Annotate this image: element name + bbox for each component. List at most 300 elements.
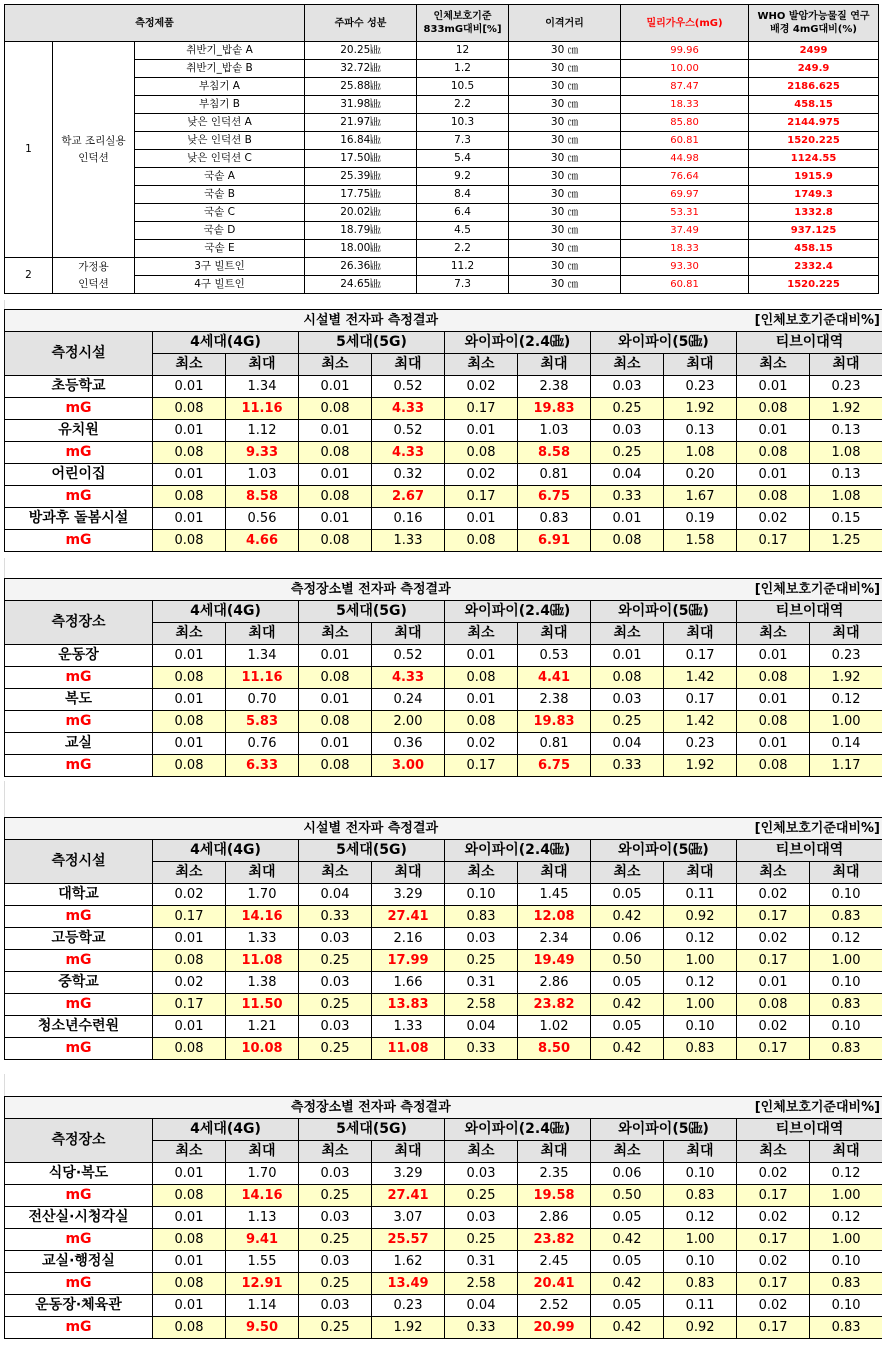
milligauss-value: 93.30 bbox=[621, 258, 749, 276]
value-cell: 19.83 bbox=[518, 398, 591, 420]
value-cell: 4.33 bbox=[372, 442, 445, 464]
results-title: 시설별 전자파 측정결과 bbox=[5, 310, 737, 332]
value-cell: 0.52 bbox=[372, 420, 445, 442]
value-cell: 0.16 bbox=[372, 508, 445, 530]
value-cell: 1.33 bbox=[372, 530, 445, 552]
product-row bbox=[5, 42, 879, 60]
frequency-value: 31.98㎑ bbox=[305, 96, 417, 114]
row-label: mG bbox=[5, 1273, 153, 1295]
mg-row bbox=[5, 667, 882, 689]
band-header: 5세대(5G) bbox=[299, 1119, 445, 1141]
distance-value: 30 ㎝ bbox=[509, 96, 621, 114]
product-row bbox=[5, 96, 879, 114]
results-title-row bbox=[5, 579, 882, 601]
product-row bbox=[5, 78, 879, 96]
product-row bbox=[5, 132, 879, 150]
band-header: 4세대(4G) bbox=[153, 601, 299, 623]
band-header: 와이파이(2.4㎓) bbox=[445, 601, 591, 623]
value-cell: 0.10 bbox=[810, 1016, 882, 1038]
max-label: 최대 bbox=[226, 1141, 299, 1163]
who-percent: 2332.4 bbox=[749, 258, 879, 276]
min-label: 최소 bbox=[737, 1141, 810, 1163]
value-cell: 0.01 bbox=[445, 420, 518, 442]
value-cell: 0.83 bbox=[445, 906, 518, 928]
value-cell: 0.25 bbox=[445, 1229, 518, 1251]
header-who bbox=[749, 5, 879, 42]
frequency-value: 25.88㎑ bbox=[305, 78, 417, 96]
frequency-value: 24.65㎑ bbox=[305, 276, 417, 294]
value-cell: 1.92 bbox=[810, 398, 882, 420]
row-label: mG bbox=[5, 950, 153, 972]
value-cell: 0.25 bbox=[591, 398, 664, 420]
percent-row bbox=[5, 464, 882, 486]
value-cell: 1.92 bbox=[664, 398, 737, 420]
percent-row bbox=[5, 420, 882, 442]
value-cell: 2.38 bbox=[518, 689, 591, 711]
value-cell: 2.67 bbox=[372, 486, 445, 508]
results-title-row bbox=[5, 818, 882, 840]
who-percent: 458.15 bbox=[749, 240, 879, 258]
group-number: 1 bbox=[5, 42, 53, 258]
value-cell: 0.08 bbox=[153, 1229, 226, 1251]
product-name: 3구 빌트인 bbox=[135, 258, 305, 276]
row-label: 교실 bbox=[5, 733, 153, 755]
milligauss-value: 99.96 bbox=[621, 42, 749, 60]
product-table-body bbox=[5, 5, 879, 294]
value-cell: 0.33 bbox=[591, 486, 664, 508]
value-cell: 0.01 bbox=[299, 689, 372, 711]
who-percent: 1520.225 bbox=[749, 132, 879, 150]
value-cell: 1.92 bbox=[372, 1317, 445, 1339]
value-cell: 0.14 bbox=[810, 733, 882, 755]
value-cell: 0.03 bbox=[445, 928, 518, 950]
header-who-line1: WHO 발암가능물질 연구 bbox=[757, 11, 870, 22]
value-cell: 0.04 bbox=[445, 1295, 518, 1317]
row-label: mG bbox=[5, 1038, 153, 1060]
value-cell: 25.57 bbox=[372, 1229, 445, 1251]
standard-percent: 2.2 bbox=[417, 240, 509, 258]
value-cell: 0.08 bbox=[153, 1185, 226, 1207]
percent-row bbox=[5, 733, 882, 755]
value-cell: 1.38 bbox=[226, 972, 299, 994]
value-cell: 0.33 bbox=[299, 906, 372, 928]
value-cell: 0.25 bbox=[445, 1185, 518, 1207]
milligauss-value: 53.31 bbox=[621, 204, 749, 222]
percent-row bbox=[5, 1016, 882, 1038]
value-cell: 1.02 bbox=[518, 1016, 591, 1038]
band-header: 와이파이(5㎓) bbox=[591, 332, 737, 354]
results-band-row bbox=[5, 1119, 882, 1141]
row-label: mG bbox=[5, 1317, 153, 1339]
min-label: 최소 bbox=[445, 1141, 518, 1163]
value-cell: 0.25 bbox=[299, 1273, 372, 1295]
value-cell: 0.17 bbox=[153, 994, 226, 1016]
value-cell: 0.12 bbox=[664, 1207, 737, 1229]
value-cell: 1.00 bbox=[810, 1185, 882, 1207]
standard-percent: 6.4 bbox=[417, 204, 509, 222]
value-cell: 0.04 bbox=[591, 464, 664, 486]
product-row bbox=[5, 114, 879, 132]
row-label: mG bbox=[5, 486, 153, 508]
facility-results-table-2 bbox=[4, 817, 882, 1060]
row-label: 대학교 bbox=[5, 884, 153, 906]
min-label: 최소 bbox=[445, 623, 518, 645]
standard-percent: 4.5 bbox=[417, 222, 509, 240]
value-cell: 14.16 bbox=[226, 906, 299, 928]
value-cell: 0.83 bbox=[810, 1273, 882, 1295]
value-cell: 1.34 bbox=[226, 376, 299, 398]
value-cell: 0.01 bbox=[445, 508, 518, 530]
min-label: 최소 bbox=[591, 623, 664, 645]
value-cell: 0.12 bbox=[664, 928, 737, 950]
results-band-row bbox=[5, 332, 882, 354]
product-row bbox=[5, 276, 879, 294]
standard-percent: 9.2 bbox=[417, 168, 509, 186]
band-header: 4세대(4G) bbox=[153, 1119, 299, 1141]
value-cell: 0.53 bbox=[518, 645, 591, 667]
value-cell: 0.02 bbox=[153, 972, 226, 994]
value-cell: 1.08 bbox=[810, 486, 882, 508]
percent-row bbox=[5, 376, 882, 398]
max-label: 최대 bbox=[518, 354, 591, 376]
value-cell: 0.17 bbox=[737, 1038, 810, 1060]
milligauss-value: 18.33 bbox=[621, 96, 749, 114]
who-percent: 1332.8 bbox=[749, 204, 879, 222]
value-cell: 0.42 bbox=[591, 994, 664, 1016]
value-cell: 0.31 bbox=[445, 972, 518, 994]
value-cell: 2.58 bbox=[445, 994, 518, 1016]
row-label: 중학교 bbox=[5, 972, 153, 994]
value-cell: 0.01 bbox=[591, 508, 664, 530]
value-cell: 0.17 bbox=[664, 645, 737, 667]
max-label: 최대 bbox=[372, 1141, 445, 1163]
max-label: 최대 bbox=[810, 1141, 882, 1163]
value-cell: 9.50 bbox=[226, 1317, 299, 1339]
value-cell: 1.58 bbox=[664, 530, 737, 552]
value-cell: 13.49 bbox=[372, 1273, 445, 1295]
value-cell: 0.02 bbox=[445, 733, 518, 755]
value-cell: 0.01 bbox=[153, 733, 226, 755]
band-header: 4세대(4G) bbox=[153, 840, 299, 862]
value-cell: 1.08 bbox=[810, 442, 882, 464]
max-label: 최대 bbox=[518, 1141, 591, 1163]
header-standard-line2: 833mG대비[%] bbox=[423, 24, 502, 35]
value-cell: 2.86 bbox=[518, 1207, 591, 1229]
header-frequency: 주파수 성분 bbox=[305, 5, 417, 42]
value-cell: 27.41 bbox=[372, 906, 445, 928]
value-cell: 0.50 bbox=[591, 950, 664, 972]
value-cell: 0.83 bbox=[518, 508, 591, 530]
value-cell: 0.08 bbox=[153, 1273, 226, 1295]
value-cell: 1.00 bbox=[810, 950, 882, 972]
who-percent: 1749.3 bbox=[749, 186, 879, 204]
value-cell: 0.23 bbox=[810, 645, 882, 667]
mg-row bbox=[5, 486, 882, 508]
value-cell: 1.92 bbox=[810, 667, 882, 689]
value-cell: 13.83 bbox=[372, 994, 445, 1016]
standard-percent: 7.3 bbox=[417, 132, 509, 150]
value-cell: 0.25 bbox=[299, 994, 372, 1016]
value-cell: 0.08 bbox=[737, 711, 810, 733]
value-cell: 0.12 bbox=[810, 928, 882, 950]
product-row bbox=[5, 240, 879, 258]
min-label: 최소 bbox=[299, 623, 372, 645]
value-cell: 3.29 bbox=[372, 1163, 445, 1185]
min-label: 최소 bbox=[153, 1141, 226, 1163]
value-cell: 0.25 bbox=[445, 950, 518, 972]
value-cell: 0.17 bbox=[737, 1317, 810, 1339]
group-category-line1: 가정용 bbox=[78, 260, 109, 273]
standard-percent: 8.4 bbox=[417, 186, 509, 204]
value-cell: 4.41 bbox=[518, 667, 591, 689]
value-cell: 1.03 bbox=[226, 464, 299, 486]
value-cell: 1.17 bbox=[810, 755, 882, 777]
value-cell: 12.91 bbox=[226, 1273, 299, 1295]
value-cell: 0.92 bbox=[664, 906, 737, 928]
value-cell: 0.01 bbox=[153, 928, 226, 950]
who-percent: 1124.55 bbox=[749, 150, 879, 168]
value-cell: 0.08 bbox=[153, 667, 226, 689]
value-cell: 11.50 bbox=[226, 994, 299, 1016]
value-cell: 0.01 bbox=[153, 689, 226, 711]
value-cell: 2.35 bbox=[518, 1163, 591, 1185]
percent-row bbox=[5, 928, 882, 950]
row-label: 운동장 bbox=[5, 645, 153, 667]
product-table-header bbox=[5, 5, 879, 42]
value-cell: 0.24 bbox=[372, 689, 445, 711]
value-cell: 2.86 bbox=[518, 972, 591, 994]
who-percent: 2144.975 bbox=[749, 114, 879, 132]
value-cell: 0.33 bbox=[445, 1317, 518, 1339]
band-header: 와이파이(2.4㎓) bbox=[445, 840, 591, 862]
value-cell: 0.08 bbox=[153, 1317, 226, 1339]
row-label: 전산실·시청각실 bbox=[5, 1207, 153, 1229]
value-cell: 0.08 bbox=[153, 950, 226, 972]
max-label: 최대 bbox=[810, 623, 882, 645]
value-cell: 1.67 bbox=[664, 486, 737, 508]
frequency-value: 32.72㎑ bbox=[305, 60, 417, 78]
distance-value: 30 ㎝ bbox=[509, 114, 621, 132]
value-cell: 14.16 bbox=[226, 1185, 299, 1207]
value-cell: 0.05 bbox=[591, 1207, 664, 1229]
value-cell: 0.01 bbox=[299, 508, 372, 530]
value-cell: 0.01 bbox=[299, 645, 372, 667]
value-cell: 0.06 bbox=[591, 928, 664, 950]
band-header: 와이파이(5㎓) bbox=[591, 840, 737, 862]
mg-row bbox=[5, 442, 882, 464]
value-cell: 3.29 bbox=[372, 884, 445, 906]
value-cell: 0.01 bbox=[153, 1016, 226, 1038]
value-cell: 0.08 bbox=[737, 398, 810, 420]
value-cell: 0.03 bbox=[591, 420, 664, 442]
min-label: 최소 bbox=[591, 354, 664, 376]
value-cell: 5.83 bbox=[226, 711, 299, 733]
value-cell: 0.05 bbox=[591, 1295, 664, 1317]
value-cell: 0.08 bbox=[737, 442, 810, 464]
milligauss-value: 76.64 bbox=[621, 168, 749, 186]
band-header: 티브이대역 bbox=[737, 1119, 882, 1141]
row-label: 운동장·체육관 bbox=[5, 1295, 153, 1317]
value-cell: 0.32 bbox=[372, 464, 445, 486]
value-cell: 0.08 bbox=[153, 530, 226, 552]
max-label: 최대 bbox=[664, 1141, 737, 1163]
min-label: 최소 bbox=[153, 354, 226, 376]
value-cell: 23.82 bbox=[518, 1229, 591, 1251]
product-row bbox=[5, 222, 879, 240]
distance-value: 30 ㎝ bbox=[509, 132, 621, 150]
distance-value: 30 ㎝ bbox=[509, 276, 621, 294]
value-cell: 0.03 bbox=[299, 1016, 372, 1038]
who-percent: 2499 bbox=[749, 42, 879, 60]
min-label: 최소 bbox=[737, 623, 810, 645]
results-title-row bbox=[5, 1097, 882, 1119]
value-cell: 0.01 bbox=[153, 645, 226, 667]
value-cell: 0.08 bbox=[299, 398, 372, 420]
row-label: 방과후 돌봄시설 bbox=[5, 508, 153, 530]
value-cell: 0.01 bbox=[153, 1207, 226, 1229]
value-cell: 1.45 bbox=[518, 884, 591, 906]
mg-row bbox=[5, 1038, 882, 1060]
band-header: 티브이대역 bbox=[737, 332, 882, 354]
value-cell: 1.66 bbox=[372, 972, 445, 994]
group-category-line1: 학교 조리실용 bbox=[61, 134, 126, 147]
standard-percent: 11.2 bbox=[417, 258, 509, 276]
value-cell: 4.33 bbox=[372, 398, 445, 420]
value-cell: 0.12 bbox=[810, 689, 882, 711]
percent-row bbox=[5, 689, 882, 711]
product-name: 취반기_밥솥 B bbox=[135, 60, 305, 78]
value-cell: 1.70 bbox=[226, 884, 299, 906]
percent-row bbox=[5, 508, 882, 530]
value-cell: 0.04 bbox=[445, 1016, 518, 1038]
value-cell: 2.38 bbox=[518, 376, 591, 398]
milligauss-value: 85.80 bbox=[621, 114, 749, 132]
row-label: mG bbox=[5, 442, 153, 464]
header-distance: 이격거리 bbox=[509, 5, 621, 42]
value-cell: 0.08 bbox=[737, 994, 810, 1016]
results-unit: [인체보호기준대비%] bbox=[737, 579, 882, 601]
product-name: 국솥 C bbox=[135, 204, 305, 222]
band-header: 5세대(5G) bbox=[299, 601, 445, 623]
value-cell: 0.05 bbox=[591, 1251, 664, 1273]
value-cell: 17.99 bbox=[372, 950, 445, 972]
min-label: 최소 bbox=[445, 354, 518, 376]
value-cell: 0.13 bbox=[810, 464, 882, 486]
value-cell: 0.01 bbox=[737, 420, 810, 442]
milligauss-value: 60.81 bbox=[621, 132, 749, 150]
value-cell: 0.11 bbox=[664, 1295, 737, 1317]
value-cell: 0.05 bbox=[591, 884, 664, 906]
row-label: 고등학교 bbox=[5, 928, 153, 950]
band-header: 와이파이(5㎓) bbox=[591, 601, 737, 623]
value-cell: 0.08 bbox=[153, 1038, 226, 1060]
value-cell: 1.00 bbox=[664, 994, 737, 1016]
distance-value: 30 ㎝ bbox=[509, 42, 621, 60]
standard-percent: 12 bbox=[417, 42, 509, 60]
distance-value: 30 ㎝ bbox=[509, 186, 621, 204]
header-standard-line1: 인체보호기준 bbox=[433, 11, 492, 22]
value-cell: 0.01 bbox=[299, 420, 372, 442]
value-cell: 3.07 bbox=[372, 1207, 445, 1229]
max-label: 최대 bbox=[372, 862, 445, 884]
value-cell: 8.50 bbox=[518, 1038, 591, 1060]
max-label: 최대 bbox=[810, 862, 882, 884]
row-label: mG bbox=[5, 711, 153, 733]
row-label: 교실·행정실 bbox=[5, 1251, 153, 1273]
value-cell: 0.92 bbox=[664, 1317, 737, 1339]
value-cell: 1.13 bbox=[226, 1207, 299, 1229]
value-cell: 0.83 bbox=[810, 994, 882, 1016]
value-cell: 0.01 bbox=[737, 972, 810, 994]
product-name: 국솥 D bbox=[135, 222, 305, 240]
value-cell: 1.21 bbox=[226, 1016, 299, 1038]
header-standard bbox=[417, 5, 509, 42]
value-cell: 0.04 bbox=[591, 733, 664, 755]
frequency-value: 20.02㎑ bbox=[305, 204, 417, 222]
max-label: 최대 bbox=[226, 623, 299, 645]
value-cell: 0.17 bbox=[737, 1273, 810, 1295]
value-cell: 0.10 bbox=[810, 884, 882, 906]
results-title: 측정장소별 전자파 측정결과 bbox=[5, 1097, 737, 1119]
min-label: 최소 bbox=[445, 862, 518, 884]
value-cell: 0.83 bbox=[810, 906, 882, 928]
row-label: mG bbox=[5, 530, 153, 552]
value-cell: 0.36 bbox=[372, 733, 445, 755]
value-cell: 0.02 bbox=[737, 1251, 810, 1273]
value-cell: 0.42 bbox=[591, 1038, 664, 1060]
frequency-value: 25.39㎑ bbox=[305, 168, 417, 186]
value-cell: 0.01 bbox=[737, 464, 810, 486]
who-percent: 937.125 bbox=[749, 222, 879, 240]
value-cell: 0.83 bbox=[664, 1038, 737, 1060]
header-milligauss: 밀리가우스(mG) bbox=[621, 5, 749, 42]
value-cell: 0.12 bbox=[810, 1207, 882, 1229]
band-header: 5세대(5G) bbox=[299, 332, 445, 354]
value-cell: 0.52 bbox=[372, 645, 445, 667]
value-cell: 0.01 bbox=[153, 1295, 226, 1317]
value-cell: 1.00 bbox=[810, 1229, 882, 1251]
max-label: 최대 bbox=[372, 354, 445, 376]
value-cell: 0.02 bbox=[445, 376, 518, 398]
min-label: 최소 bbox=[591, 1141, 664, 1163]
value-cell: 0.08 bbox=[153, 755, 226, 777]
value-cell: 20.99 bbox=[518, 1317, 591, 1339]
band-header: 5세대(5G) bbox=[299, 840, 445, 862]
value-cell: 0.17 bbox=[664, 689, 737, 711]
value-cell: 23.82 bbox=[518, 994, 591, 1016]
band-header: 4세대(4G) bbox=[153, 332, 299, 354]
value-cell: 0.17 bbox=[445, 398, 518, 420]
value-cell: 0.05 bbox=[591, 972, 664, 994]
percent-row bbox=[5, 1251, 882, 1273]
value-cell: 0.25 bbox=[591, 711, 664, 733]
results-title-row bbox=[5, 310, 882, 332]
value-cell: 0.01 bbox=[591, 645, 664, 667]
value-cell: 2.16 bbox=[372, 928, 445, 950]
value-cell: 1.33 bbox=[226, 928, 299, 950]
value-cell: 0.03 bbox=[299, 1251, 372, 1273]
value-cell: 1.12 bbox=[226, 420, 299, 442]
value-cell: 0.08 bbox=[299, 711, 372, 733]
spacer bbox=[4, 300, 879, 309]
value-cell: 0.01 bbox=[153, 1163, 226, 1185]
row-label: 청소년수련원 bbox=[5, 1016, 153, 1038]
frequency-value: 17.50㎑ bbox=[305, 150, 417, 168]
mg-row bbox=[5, 1185, 882, 1207]
value-cell: 0.23 bbox=[664, 376, 737, 398]
row-header: 측정장소 bbox=[5, 1119, 153, 1163]
value-cell: 0.15 bbox=[810, 508, 882, 530]
